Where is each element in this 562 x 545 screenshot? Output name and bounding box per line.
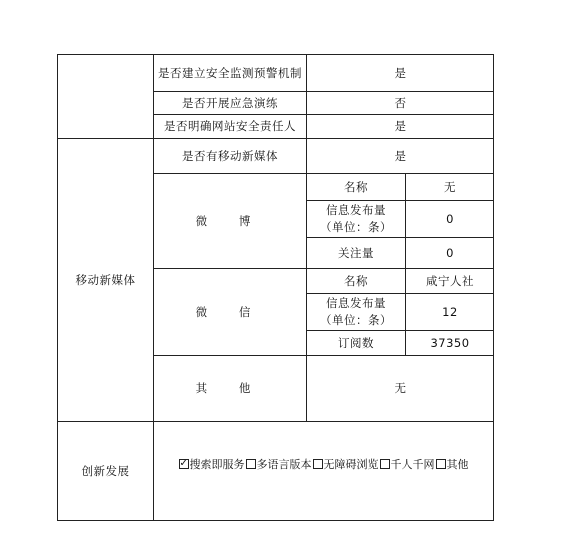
other-label: 其 他	[195, 381, 265, 395]
checkbox-checked-icon[interactable]: ✓	[179, 458, 188, 469]
option-accessible-browsing[interactable]	[313, 456, 379, 473]
option-other[interactable]	[436, 456, 469, 473]
drill-value: 否	[394, 95, 407, 110]
responsible-value: 是	[394, 119, 407, 133]
has-mobile-value: 是	[394, 148, 407, 163]
monitoring-value: 是	[394, 65, 407, 80]
weibo-name-label: 名称	[344, 179, 368, 194]
option-label: 其他	[446, 457, 469, 471]
weibo-label: 微 博	[195, 213, 265, 228]
option-personalized-site[interactable]	[380, 456, 435, 473]
checkbox-icon[interactable]	[313, 459, 323, 469]
option-label: 千人千网	[390, 457, 435, 471]
weibo-follow-value: 0	[446, 245, 454, 260]
option-search-service[interactable]	[179, 456, 245, 473]
checkbox-icon[interactable]	[246, 459, 256, 469]
option-label: 搜索即服务	[189, 457, 245, 471]
weibo-follow-label: 关注量	[338, 245, 374, 260]
wechat-posts-label-line2: （单位：条）	[320, 313, 392, 327]
weibo-posts-label-line2: （单位：条）	[320, 220, 392, 234]
has-mobile-label: 是否有移动新媒体	[182, 148, 278, 163]
wechat-name-value: 咸宁人社	[426, 273, 474, 288]
monitoring-label: 是否建立安全监测预警机制	[158, 65, 302, 80]
checkbox-icon[interactable]	[380, 459, 390, 469]
innovation-label: 创新发展	[81, 464, 130, 478]
option-label: 多语言版本	[256, 457, 312, 471]
report-table	[57, 54, 494, 521]
mobile-media-label: 移动新媒体	[75, 272, 136, 287]
wechat-label: 微 信	[195, 304, 265, 319]
wechat-subs-label: 订阅数	[338, 335, 374, 350]
innovation-options	[154, 422, 494, 506]
weibo-posts-label-line1: 信息发布量	[326, 203, 386, 217]
option-multilingual[interactable]	[246, 456, 312, 473]
weibo-name-value: 无	[444, 179, 456, 194]
wechat-name-label: 名称	[344, 273, 368, 288]
wechat-posts-value: 12	[442, 304, 458, 319]
wechat-subs-value: 37350	[430, 335, 470, 350]
checkbox-icon[interactable]	[436, 459, 446, 469]
wechat-posts-label	[307, 294, 405, 330]
option-label: 无障碍浏览	[323, 457, 379, 471]
wechat-posts-label-line1: 信息发布量	[326, 296, 386, 310]
weibo-posts-label	[307, 201, 405, 237]
other-value: 无	[394, 381, 407, 395]
drill-label: 是否开展应急演练	[182, 95, 278, 110]
responsible-label: 是否明确网站安全责任人	[164, 119, 296, 133]
weibo-posts-value: 0	[446, 211, 454, 226]
